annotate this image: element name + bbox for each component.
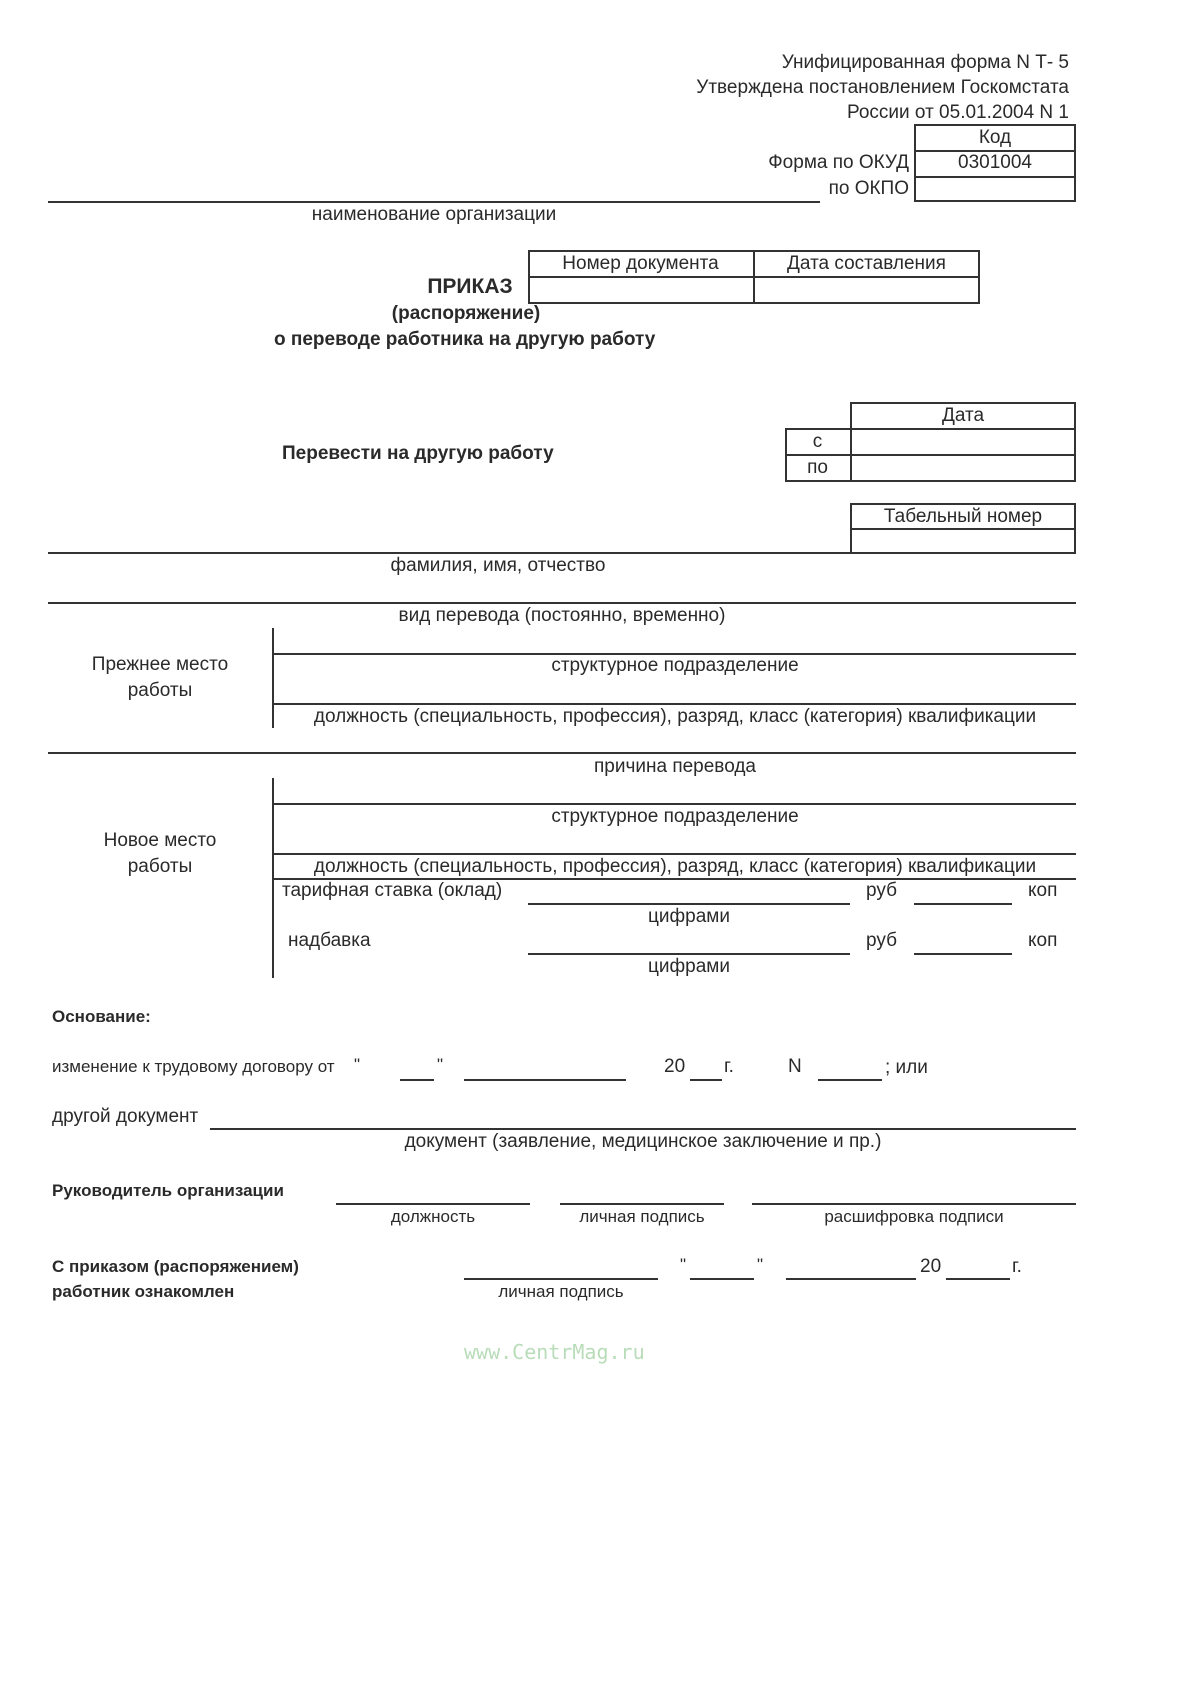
contract-year-suffix: г.	[724, 1056, 734, 1077]
bonus-kop-line[interactable]	[914, 953, 1012, 955]
order-title: ПРИКАЗ	[427, 275, 513, 298]
contract-year-line[interactable]	[690, 1079, 722, 1081]
contract-number-line[interactable]	[818, 1079, 882, 1081]
ack-open-quote: "	[680, 1255, 687, 1274]
watermark-text: www.CentrMag.ru	[464, 1340, 645, 1364]
head-signature-caption: личная подпись	[579, 1207, 705, 1226]
acquainted-line-1: С приказом (распоряжением)	[52, 1257, 299, 1276]
transfer-from-date-field[interactable]	[852, 430, 1074, 454]
new-position-line[interactable]	[274, 853, 1076, 855]
doc-number-header: Номер документа	[562, 253, 719, 274]
fio-line[interactable]	[48, 552, 1076, 554]
doc-date-header: Дата составления	[787, 253, 946, 274]
head-signature-line[interactable]	[560, 1203, 724, 1205]
code-header: Код	[978, 127, 1012, 148]
contract-year-prefix: 20	[664, 1056, 686, 1077]
okud-label: Форма по ОКУД	[768, 152, 909, 173]
order-subtitle: (распоряжение)	[391, 303, 541, 324]
new-position-caption: должность (специальность, профессия), разряд, класс (категория) квалификации	[313, 856, 1037, 877]
approval-line: Утверждена постановлением Госкомстата	[696, 77, 1069, 98]
contract-day-line[interactable]	[400, 1079, 434, 1081]
ack-year-prefix: 20	[920, 1256, 942, 1277]
head-decryption-line[interactable]	[752, 1203, 1076, 1205]
rate-digits-caption: цифрами	[648, 906, 730, 927]
employee-signature-caption: личная подпись	[498, 1282, 624, 1301]
bonus-rub-label: руб	[866, 930, 897, 951]
bonus-digits-caption: цифрами	[648, 956, 730, 977]
previous-place-label-1: Прежнее место	[91, 654, 229, 675]
ack-day-line[interactable]	[690, 1278, 754, 1280]
rate-rub-line[interactable]	[528, 903, 850, 905]
form-name-line: Унифицированная форма N Т- 5	[781, 52, 1069, 73]
transfer-to-date-field[interactable]	[852, 456, 1074, 480]
rate-kop-line[interactable]	[914, 903, 1012, 905]
bonus-kop-label: коп	[1028, 930, 1058, 951]
contract-month-line[interactable]	[464, 1079, 626, 1081]
organization-line[interactable]	[48, 201, 820, 203]
open-quote: "	[354, 1055, 361, 1074]
tab-number-header: Табельный номер	[883, 506, 1043, 527]
order-purpose: о переводе работника на другую работу	[274, 329, 656, 350]
transfer-type-caption: вид перевода (постоянно, временно)	[398, 605, 726, 626]
close-quote: "	[437, 1055, 444, 1074]
head-position-line[interactable]	[336, 1203, 530, 1205]
reason-line[interactable]	[48, 752, 1076, 754]
previous-unit-caption: структурное подразделение	[551, 655, 799, 676]
rate-rub-label: руб	[866, 880, 897, 901]
okpo-label: по ОКПО	[828, 178, 909, 199]
basis-title: Основание:	[52, 1007, 151, 1026]
rate-label: тарифная ставка (оклад)	[282, 880, 503, 901]
other-doc-caption: документ (заявление, медицинское заключение и пр.)	[404, 1131, 882, 1152]
new-place-label-1: Новое место	[103, 830, 217, 851]
new-unit-line[interactable]	[274, 803, 1076, 805]
transfer-to-label: по	[807, 457, 828, 478]
approval-date-line: России от 05.01.2004 N 1	[847, 102, 1069, 123]
head-position-caption: должность	[390, 1207, 476, 1226]
ack-close-quote: "	[757, 1255, 764, 1274]
ack-month-line[interactable]	[786, 1278, 916, 1280]
rate-kop-label: коп	[1028, 880, 1058, 901]
acquainted-line-2: работник ознакомлен	[52, 1282, 235, 1301]
other-doc-line[interactable]	[210, 1128, 1076, 1130]
bonus-rub-line[interactable]	[528, 953, 850, 955]
transfer-from-label: с	[812, 431, 823, 452]
fio-caption: фамилия, имя, отчество	[390, 555, 606, 576]
or-text: ; или	[885, 1057, 928, 1078]
ack-year-line[interactable]	[946, 1278, 1010, 1280]
organization-caption: наименование организации	[311, 204, 557, 225]
bonus-label: надбавка	[288, 930, 371, 951]
transfer-label: Перевести на другую работу	[282, 443, 554, 464]
contract-number-label: N	[788, 1056, 802, 1077]
head-decryption-caption: расшифровка подписи	[824, 1207, 1004, 1226]
previous-position-caption: должность (специальность, профессия), разряд, класс (категория) квалификации	[313, 706, 1037, 727]
okud-value[interactable]: 0301004	[958, 152, 1032, 173]
previous-position-line[interactable]	[274, 703, 1076, 705]
other-doc-label: другой документ	[52, 1106, 199, 1127]
tab-number-field[interactable]	[852, 530, 1074, 552]
employee-signature-line[interactable]	[464, 1278, 658, 1280]
new-unit-caption: структурное подразделение	[551, 806, 799, 827]
contract-change-label: изменение к трудовому договору от	[52, 1057, 335, 1076]
head-label: Руководитель организации	[52, 1181, 284, 1200]
transfer-type-line[interactable]	[48, 602, 1076, 604]
new-place-label-2: работы	[127, 856, 193, 877]
ack-year-suffix: г.	[1012, 1256, 1022, 1277]
reason-caption: причина перевода	[594, 756, 756, 777]
transfer-date-header: Дата	[941, 405, 985, 426]
previous-place-label-2: работы	[127, 680, 193, 701]
